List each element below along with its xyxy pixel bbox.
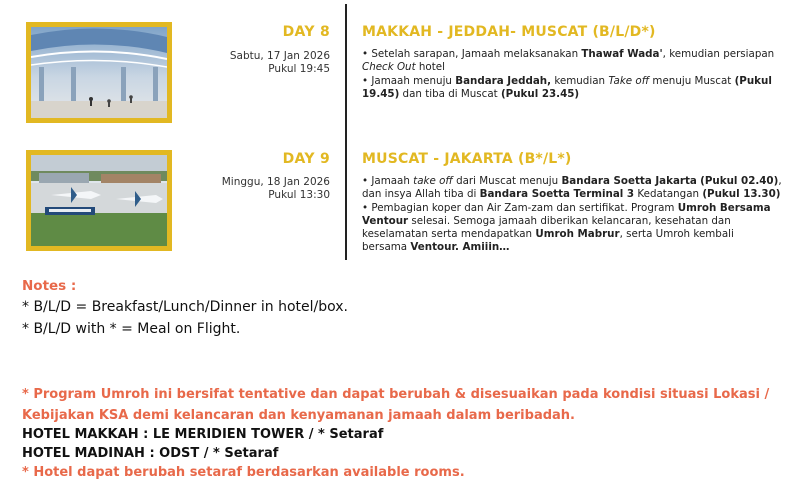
airport-terminal-photo	[26, 22, 172, 123]
text-segment: Kedatangan	[634, 188, 703, 201]
text-segment: , dan insya Allah tiba di	[362, 175, 782, 201]
timeline-divider	[345, 4, 347, 260]
text-segment: dan tiba di Muscat	[399, 87, 501, 100]
hotel-makkah: HOTEL MAKKAH : LE MERIDIEN TOWER / * Setaraf	[22, 427, 384, 442]
text-segment: (Pukul 23.45)	[500, 87, 580, 100]
day-title: MAKKAH - JEDDAH- MUSCAT (B/L/D*)	[362, 24, 656, 40]
text-segment: selesai. Semoga jamaah diberikan kelancaran, kesehatan dan keselamatan serta mendapatkan	[362, 214, 731, 241]
text-segment: Thawaf Wada'	[581, 48, 663, 60]
text-segment: (Pukul 13.30)	[702, 188, 781, 201]
hotel-note: * Hotel dapat berubah setaraf berdasarkan available rooms.	[22, 465, 465, 480]
text-segment: hotel	[415, 61, 445, 74]
text-segment: Umroh Mabrur	[535, 228, 620, 241]
description-bullet: • Setelah sarapan, Jamaah melaksanakan Thawaf Wada', kemudian persiapan Check Out hotel	[362, 48, 775, 74]
text-segment: menuju Muscat	[649, 74, 735, 87]
notes-heading: Notes :	[22, 278, 77, 294]
description-bullet: • Jamaah menuju Bandara Jeddah, kemudian Take off menuju Muscat (Pukul 19.45) dan tiba di Muscat (Pukul 23.45)	[362, 74, 772, 100]
description-bullet: • Jamaah take off dari Muscat menuju Bandara Soetta Jakarta (Pukul 02.40), dan insya Allah tiba di Bandara Soetta Terminal 3 Kedatangan (Pukul 13.30)	[362, 175, 782, 201]
date-text: Sabtu, 17 Jan 2026	[229, 50, 330, 62]
time-text: Pukul 19:45	[268, 63, 330, 75]
text-segment: (Pukul 19.45)	[362, 74, 772, 100]
time-text: Pukul 13:30	[268, 189, 330, 201]
note-line: * B/L/D with * = Meal on Flight.	[22, 321, 241, 337]
text-segment: , serta Umroh kembali bersama	[362, 228, 734, 254]
text-segment: Ventour. Amiiin…	[410, 241, 510, 254]
text-segment: Bandara Jeddah,	[455, 74, 552, 87]
airport-apron-photo	[26, 150, 172, 251]
day-description	[362, 48, 782, 101]
text-segment: , kemudian persiapan	[662, 48, 775, 60]
day-label: DAY 9	[282, 151, 330, 167]
text-segment: Jamaah menuju	[371, 74, 456, 87]
hotel-madinah: HOTEL MADINAH : ODST / * Setaraf	[22, 446, 279, 461]
day-title: MUSCAT - JAKARTA (B*/L*)	[362, 151, 572, 167]
text-segment: Umroh Bersama Ventour	[362, 201, 771, 227]
day-date	[230, 50, 330, 76]
day-label: DAY 8	[282, 24, 330, 40]
program-disclaimer: * Program Umroh ini bersifat tentative dan dapat berubah & disesuaikan pada kondisi situasi Lokasi / Kebijakan KSA demi kelancaran dan kenyamanan jamaah dalam beribadah.	[22, 387, 770, 423]
text-segment: take off	[413, 175, 453, 187]
text-segment: Setelah sarapan, Jamaah melaksanakan	[371, 48, 582, 60]
note-line: * B/L/D = Breakfast/Lunch/Dinner in hotel/box.	[22, 299, 348, 315]
text-segment: Pembagian koper dan Air Zam-zam dan sertifikat. Program	[371, 201, 678, 214]
date-text: Minggu, 18 Jan 2026	[221, 176, 330, 188]
text-segment: (Pukul 02.40)	[700, 175, 779, 187]
text-segment: Check Out	[362, 61, 416, 74]
text-segment: kemudian	[551, 74, 609, 87]
text-segment: dari Muscat menuju	[452, 175, 562, 187]
day-description	[362, 175, 782, 255]
day-date	[222, 176, 330, 202]
description-bullet: • Pembagian koper dan Air Zam-zam dan sertifikat. Program Umroh Bersama Ventour selesai. Semoga jamaah diberikan kelancaran, kesehatan dan keselamatan serta mendapatkan Umroh Mabrur, serta Umroh kembali bersama Ventour. Amiiin…	[362, 201, 771, 254]
text-segment: Bandara Soetta Jakarta	[561, 175, 697, 187]
text-segment: Bandara Soetta Terminal 3	[479, 188, 635, 201]
text-segment: Jamaah	[371, 175, 414, 187]
text-segment: Take off	[608, 74, 650, 87]
